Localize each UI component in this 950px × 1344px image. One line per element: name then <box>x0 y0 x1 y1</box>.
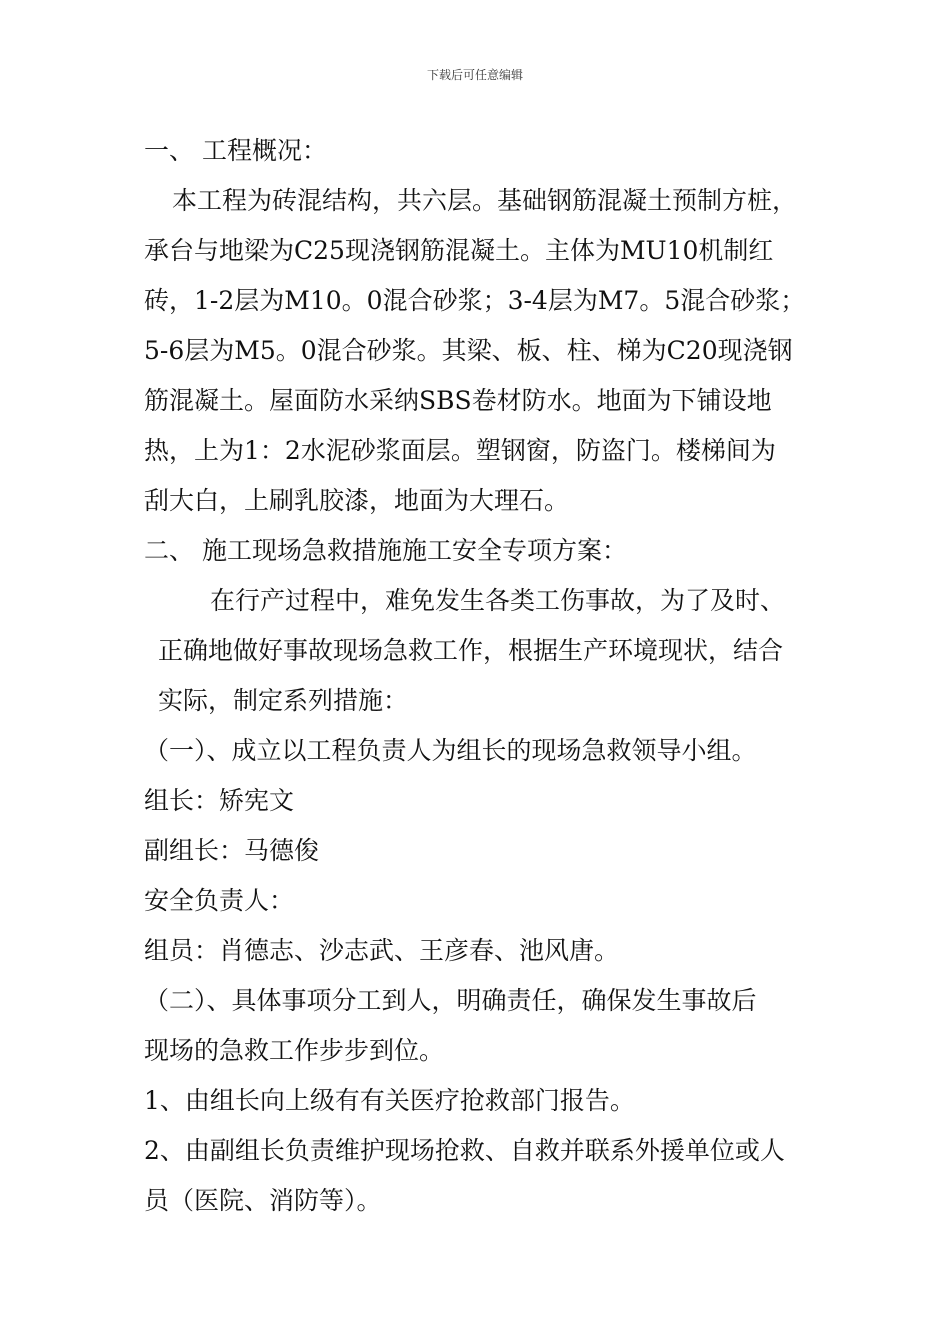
paragraph-line: 实际，制定系列措施： <box>158 686 409 715</box>
section-heading-1: 一、 工程概况： <box>144 136 327 165</box>
team-leader-line: 组长：矫宪文 <box>144 786 295 815</box>
deputy-leader-line: 副组长：马德俊 <box>144 836 320 865</box>
subsection-heading-1: （一）、成立以工程负责人为组长的现场急救领导小组。 <box>144 736 757 765</box>
paragraph-line: 承台与地梁为C25现浇钢筋混凝土。主体为MU10机制红 <box>144 236 774 265</box>
section-heading-2: 二、 施工现场急救措施施工安全专项方案： <box>144 536 627 565</box>
subsection-heading-2: （二）、具体事项分工到人，明确责任，确保发生事故后 <box>144 986 757 1015</box>
list-item-2-continued: 员（医院、消防等）。 <box>144 1186 382 1215</box>
paragraph-line: 筋混凝土。屋面防水采纳SBS卷材防水。地面为下铺设地 <box>144 386 772 415</box>
members-line: 组员：肖德志、沙志武、王彦春、池风唐。 <box>144 936 620 965</box>
paragraph-line: 刮大白，上刷乳胶漆，地面为大理石。 <box>144 486 570 515</box>
paragraph-line: 热，上为1：2水泥砂浆面层。塑钢窗，防盗门。楼梯间为 <box>144 436 776 465</box>
paragraph-line: 在行产过程中，难免发生各类工伤事故，为了及时、 <box>210 586 786 615</box>
paragraph-line: 砖，1-2层为M10。0混合砂浆；3-4层为M7。5混合砂浆； <box>144 286 806 315</box>
list-item-1: 1、由组长向上级有有关医疗抢救部门报告。 <box>144 1086 635 1115</box>
paragraph-line: 现场的急救工作步步到位。 <box>144 1036 445 1065</box>
paragraph-line: 5-6层为M5。0混合砂浆。其梁、板、柱、梯为C20现浇钢 <box>144 336 793 365</box>
safety-officer-line: 安全负责人： <box>144 886 295 915</box>
list-item-2: 2、由副组长负责维护现场抢救、自救并联系外援单位或人 <box>144 1136 785 1165</box>
page-header: 下载后可任意编辑 <box>426 68 523 82</box>
paragraph-line: 正确地做好事故现场急救工作，根据生产环境现状，结合 <box>158 636 784 665</box>
paragraph-line: 本工程为砖混结构，共六层。基础钢筋混凝土预制方桩， <box>172 186 798 215</box>
